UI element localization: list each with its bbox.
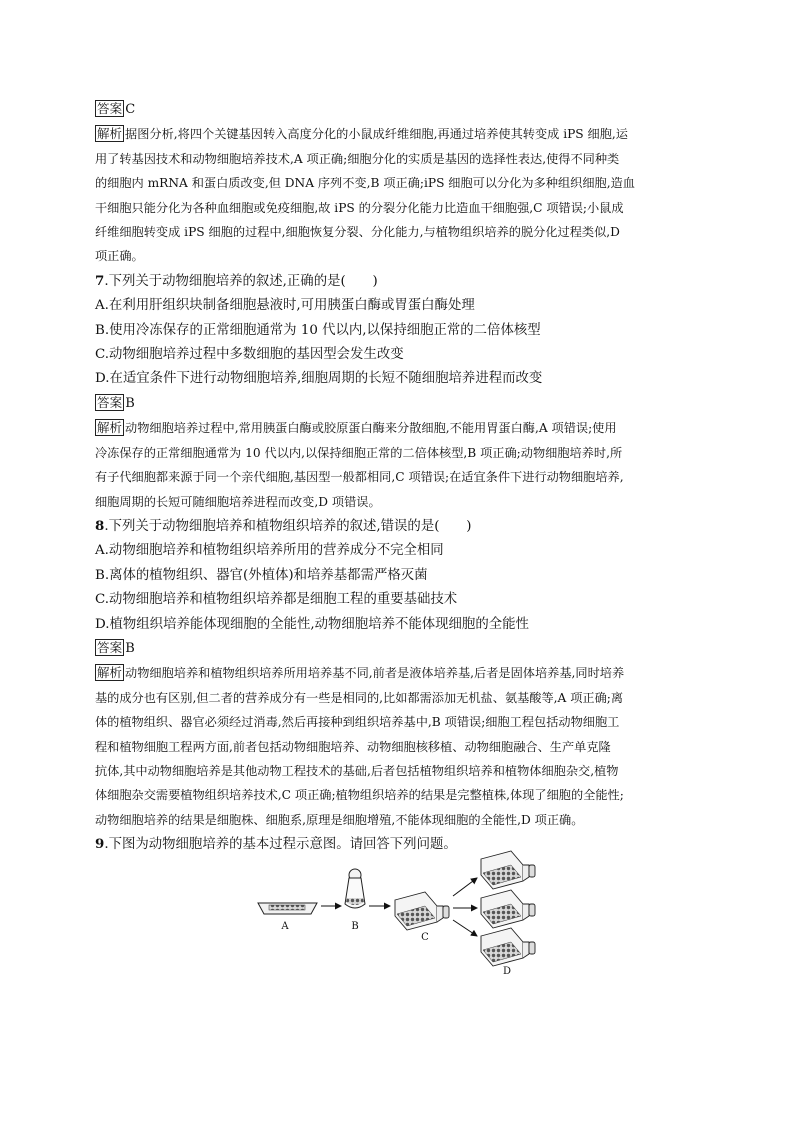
q7-option-c: C.动物细胞培养过程中多数细胞的基因型会发生改变 <box>95 347 404 363</box>
analysis-tag: 解析 <box>97 126 123 142</box>
q6-answer: C <box>125 102 136 117</box>
q7-option-a: A.在利用肝组织块制备细胞悬液时,可用胰蛋白酶或胃蛋白酶处理 <box>95 298 475 314</box>
q8-option-a: A.动物细胞培养和植物组织培养所用的营养成分不完全相同 <box>95 543 444 559</box>
q6-analysis-line-1: 解析 据图分析,将四个关键基因转入高度分化的小鼠成纤维细胞,再通过培养使其转变成 iPS 细胞,运 <box>97 126 628 142</box>
q6-analysis-line-6: 项正确。 <box>95 249 144 264</box>
q8-answer: B <box>125 640 135 656</box>
q6-analysis-line-4: 干细胞只能分化为各种血细胞或免疫细胞,故 iPS 的分裂分化能力比造血干细胞强,C 项错误;小鼠成 <box>95 200 624 215</box>
q8-answer-line <box>95 637 705 661</box>
q7-answer: B <box>125 395 135 411</box>
q7-option-d: D.在适宜条件下进行动物细胞培养,细胞周期的长短不随细胞培养进程而改变 <box>95 371 543 387</box>
label-c: C <box>421 932 429 943</box>
q8-stem: 8.下列关于动物细胞培养和植物组织培养的叙述,错误的是( ) <box>95 517 472 534</box>
q9-stem: 9.下图为动物细胞培养的基本过程示意图。请回答下列问题。 <box>95 836 457 853</box>
label-a: A <box>281 921 289 932</box>
label-d: D <box>502 966 512 977</box>
q8-option-d: D.植物组织培养能体现细胞的全能性,动物细胞培养不能体现细胞的全能性 <box>95 616 529 632</box>
answer-tag: 答案 <box>97 101 123 116</box>
q7-analysis-line-2: 冷冻保存的正常细胞通常为 10 代以内,以保持细胞正常的二倍体核型,B 项正确;动物细胞培养时,所 <box>95 445 623 460</box>
q9-number: 9 <box>95 836 105 853</box>
q8-number: 8 <box>95 517 105 534</box>
document-page <box>95 98 705 858</box>
analysis-tag: 解析 <box>97 665 123 681</box>
cell-culture-diagram <box>255 848 555 978</box>
answer-tag: 答案 <box>97 394 123 410</box>
answer-tag: 答案 <box>97 639 123 655</box>
subculture-flask-d-1 <box>481 851 535 889</box>
subculture-flask-d-3 <box>481 928 535 966</box>
q8-analysis-line-4: 程和植物细胞工程两方面,前者包括动物细胞培养、动物细胞核移植、动物细胞融合、生产单克隆 <box>95 739 611 754</box>
label-b: B <box>351 921 359 932</box>
q7-number: 7 <box>95 272 105 289</box>
q7-stem: 7.下列关于动物细胞培养的叙述,正确的是( ) <box>95 272 378 289</box>
arrow-c-d-top <box>453 878 477 896</box>
q8-option-b: B.离体的植物组织、器官(外植体)和培养基都需严格灭菌 <box>95 567 428 583</box>
q8-analysis-line-6: 体细胞杂交需要植物组织培养技术,C 项正确;植物组织培养的结果是完整植株,体现了细胞的全能性; <box>95 788 624 803</box>
tissue-dish-a <box>258 903 317 914</box>
q8-analysis-line-2: 基的成分也有区别,但二者的营养成分有一些是相同的,比如都需添加无机盐、氨基酸等,A 项正确;离 <box>95 690 624 705</box>
q6-answer-line <box>95 98 705 122</box>
q8-option-c: C.动物细胞培养和植物组织培养都是细胞工程的重要基础技术 <box>95 592 458 608</box>
q7-analysis-line-3: 有子代细胞都来源于同一个亲代细胞,基因型一般都相同,C 项错误;在适宜条件下进行动物细胞培养, <box>95 470 624 485</box>
q6-analysis-line-5: 纤维细胞转变成 iPS 细胞的过程中,细胞恢复分裂、分化能力,与植物组织培养的脱分化过程类似,D <box>95 225 620 240</box>
q7-analysis-line-4: 细胞周期的长短可随细胞培养进程而改变,D 项错误。 <box>95 494 381 509</box>
q7-analysis-line-1: 解析 动物细胞培养过程中,常用胰蛋白酶或胶原蛋白酶来分散细胞,不能用胃蛋白酶,A 项错误;使用 <box>97 420 617 436</box>
analysis-tag: 解析 <box>97 420 123 436</box>
arrow-c-d-bottom <box>453 920 477 936</box>
primary-culture-flask-c <box>395 892 449 930</box>
q8-analysis-line-7: 动物细胞培养的结果是细胞株、细胞系,原理是细胞增殖,不能体现细胞的全能性,D 项正确。 <box>95 812 584 827</box>
q7-answer-line <box>95 392 705 416</box>
q6-analysis-line-3: 的细胞内 mRNA 和蛋白质改变,但 DNA 序列不变,B 项正确;iPS 细胞可以分化为多种组织细胞,造血 <box>95 176 635 191</box>
cell-suspension-b <box>345 869 365 908</box>
q7-option-b: B.使用冷冻保存的正常细胞通常为 10 代以内,以保持细胞正常的二倍体核型 <box>95 322 541 338</box>
q8-analysis-line-5: 抗体,其中动物细胞培养是其他动物工程技术的基础,后者包括植物组织培养和植物体细胞杂交,植物 <box>95 763 619 778</box>
q8-analysis-line-3: 体的植物组织、器官必须经过消毒,然后再接种到组织培养基中,B 项错误;细胞工程包括动物细胞工 <box>95 715 620 730</box>
subculture-flask-d-2 <box>481 890 535 928</box>
q8-analysis-line-1: 解析 动物细胞培养和植物组织培养所用培养基不同,前者是液体培养基,后者是固体培养基,同时培养 <box>97 665 625 681</box>
q6-analysis-line-2: 用了转基因技术和动物细胞培养技术,A 项正确;细胞分化的实质是基因的选择性表达,使得不同种类 <box>95 151 620 166</box>
